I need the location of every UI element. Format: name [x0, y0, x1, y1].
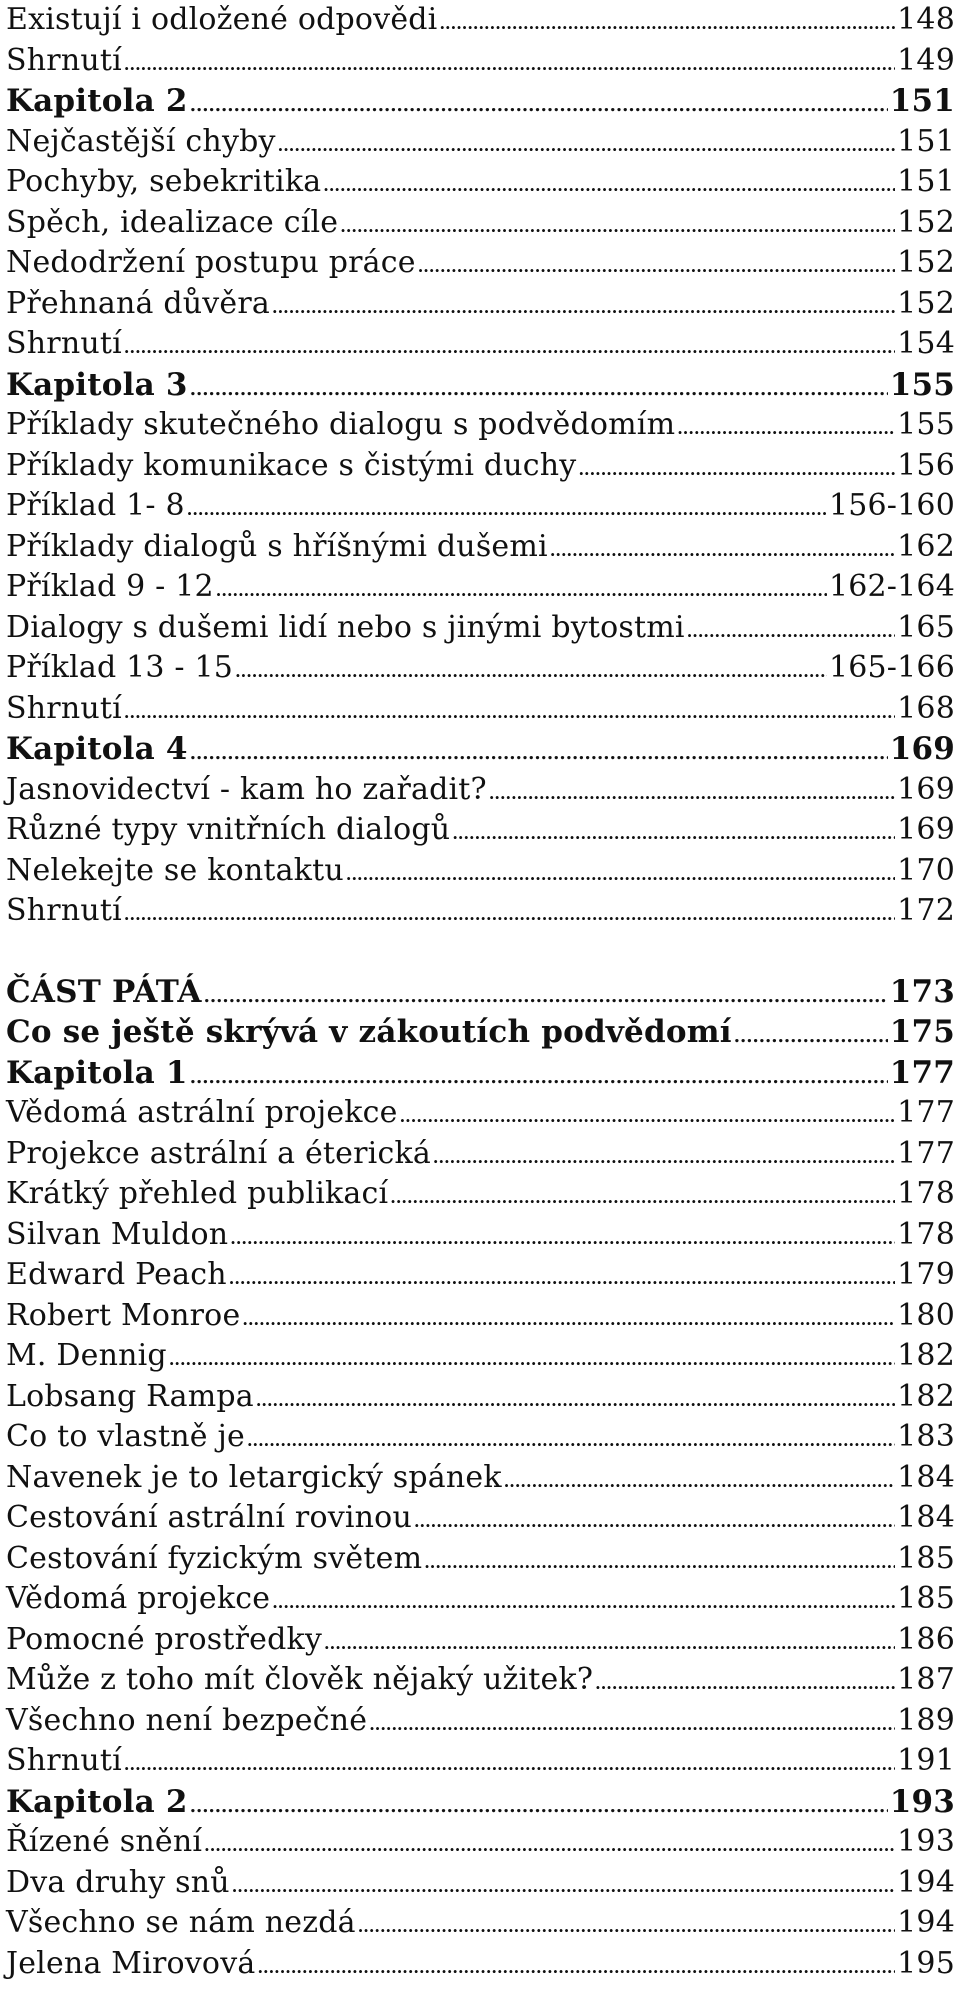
toc-dot-leader	[169, 1336, 895, 1381]
toc-entry-page-number: 177	[889, 1054, 955, 1091]
toc-entry	[6, 243, 955, 284]
toc-entry	[6, 1944, 955, 1985]
toc-entry-title: Spěch, idealizace cíle	[6, 204, 339, 240]
toc-dot-leader	[400, 1093, 896, 1138]
toc-entry	[6, 1579, 955, 1620]
toc-entry-title: Krátký přehled publikací	[6, 1176, 389, 1211]
toc-dot-leader	[323, 162, 895, 207]
toc-entry-title: Dialogy s dušemi lidí nebo s jinými bytostmi	[6, 609, 685, 645]
toc-entry	[6, 1863, 955, 1904]
toc-dot-leader	[229, 1255, 895, 1300]
toc-entry	[6, 1174, 955, 1215]
toc-entry-title: Nejčastější chyby	[6, 123, 276, 159]
toc-entry-title: Cestování fyzickým světem	[6, 1540, 423, 1576]
toc-dot-leader	[190, 1782, 888, 1828]
toc-entry-page-number: 185	[897, 1581, 955, 1616]
toc-dot-leader	[190, 81, 888, 127]
toc-dot-leader	[204, 972, 888, 1018]
toc-entry-page-number: 178	[897, 1176, 955, 1211]
toc-entry	[6, 770, 955, 811]
toc-entry-title: Silvan Muldon	[6, 1216, 229, 1252]
toc-entry	[6, 162, 955, 203]
toc-entry-title: Jasnovidectví - kam ho zařadit?	[6, 771, 487, 807]
toc-entry-page-number: 152	[897, 245, 955, 280]
toc-dot-leader	[272, 1579, 895, 1624]
toc-entry	[6, 1093, 955, 1134]
toc-dot-leader	[424, 1539, 895, 1584]
toc-heading-entry	[6, 1782, 955, 1823]
toc-entry-title: ČÁST PÁTÁ	[6, 973, 202, 1010]
toc-entry-page-number: 148	[897, 2, 955, 37]
toc-entry-title: Robert Monroe	[6, 1297, 241, 1333]
toc-entry	[6, 1377, 955, 1418]
toc-heading-entry	[6, 365, 955, 406]
toc-section-part-five	[6, 972, 955, 1985]
toc-entry-page-number: 189	[897, 1702, 955, 1738]
toc-heading-entry	[6, 972, 955, 1013]
toc-dot-leader	[550, 527, 895, 572]
toc-entry-page-number: 195	[897, 1945, 955, 1981]
toc-entry	[6, 810, 955, 851]
toc-entry-page-number: 177	[897, 1135, 955, 1171]
toc-entry-title: Kapitola 3	[6, 366, 188, 403]
toc-entry	[6, 1255, 955, 1296]
toc-entry	[6, 1417, 955, 1458]
toc-entry-page-number: 154	[897, 326, 955, 361]
toc-dot-leader	[124, 324, 895, 369]
toc-heading-entry	[6, 81, 955, 122]
toc-entry-page-number: 151	[897, 164, 955, 199]
toc-entry-title: Vědomá astrální projekce	[6, 1095, 398, 1130]
toc-entry	[6, 1822, 955, 1863]
toc-entry-page-number: 155	[889, 366, 955, 403]
toc-dot-leader	[346, 851, 895, 896]
toc-dot-leader	[504, 1458, 895, 1503]
toc-dot-leader	[124, 41, 895, 86]
toc-entry-title: Příklady dialogů s hříšnými dušemi	[6, 528, 548, 564]
toc-dot-leader	[216, 567, 827, 612]
toc-entry-page-number: 193	[889, 1783, 955, 1820]
toc-entry-page-number: 149	[897, 42, 955, 78]
toc-entry-page-number: 165-166	[828, 650, 955, 685]
toc-entry-page-number: 179	[897, 1257, 955, 1292]
toc-entry-title: Shrnutí	[6, 326, 122, 361]
toc-entry-title: Vědomá projekce	[6, 1581, 271, 1616]
toc-entry-title: Co to vlastně je	[6, 1419, 245, 1454]
toc-entry-page-number: 178	[897, 1216, 955, 1252]
toc-dot-leader	[232, 1863, 895, 1908]
toc-entry-title: Shrnutí	[6, 893, 122, 928]
toc-entry-page-number: 152	[897, 204, 955, 240]
toc-dot-leader	[439, 0, 895, 45]
toc-dot-leader	[687, 608, 895, 653]
toc-entry	[6, 1539, 955, 1580]
toc-entry-title: Edward Peach	[6, 1257, 227, 1292]
toc-entry-page-number: 162	[897, 528, 955, 564]
toc-entry-title: Příklad 1- 8	[6, 488, 185, 523]
toc-entry	[6, 527, 955, 568]
toc-dot-leader	[418, 243, 895, 288]
toc-entry-title: Příklady skutečného dialogu s podvědomím	[6, 407, 676, 442]
toc-entry-title: Přehnaná důvěra	[6, 285, 271, 321]
toc-entry-title: Existují i odložené odpovědi	[6, 2, 438, 37]
toc-entry-title: Řízené snění	[6, 1824, 203, 1859]
toc-entry-page-number: 191	[897, 1743, 955, 1778]
toc-dot-leader	[124, 891, 895, 936]
toc-dot-leader	[595, 1660, 895, 1705]
toc-entry	[6, 1741, 955, 1782]
toc-heading-entry	[6, 1012, 955, 1053]
toc-dot-leader	[578, 446, 895, 491]
table-of-contents	[6, 0, 955, 1984]
toc-entry-page-number: 169	[897, 812, 955, 847]
toc-entry-page-number: 182	[897, 1338, 955, 1373]
toc-dot-leader	[414, 1498, 895, 1543]
toc-entry-title: Všechno se nám nezdá	[6, 1905, 356, 1940]
toc-entry	[6, 446, 955, 487]
toc-entry	[6, 891, 955, 932]
toc-entry-title: Kapitola 2	[6, 1783, 188, 1820]
toc-entry-title: Nelekejte se kontaktu	[6, 852, 344, 888]
toc-entry	[6, 1660, 955, 1701]
toc-heading-entry	[6, 729, 955, 770]
toc-entry	[6, 203, 955, 244]
toc-entry-title: Lobsang Rampa	[6, 1378, 254, 1414]
toc-entry	[6, 41, 955, 82]
toc-dot-leader	[247, 1417, 895, 1462]
toc-dot-leader	[369, 1701, 895, 1746]
toc-entry-page-number: 182	[897, 1378, 955, 1414]
toc-entry-page-number: 184	[897, 1500, 955, 1535]
toc-dot-leader	[187, 486, 827, 531]
toc-entry-page-number: 187	[897, 1662, 955, 1697]
toc-entry-page-number: 173	[889, 973, 955, 1010]
toc-entry-page-number: 185	[897, 1540, 955, 1576]
toc-entry-page-number: 156-160	[828, 488, 955, 523]
toc-entry-page-number: 186	[897, 1621, 955, 1657]
toc-dot-leader	[324, 1620, 895, 1665]
toc-entry-page-number: 172	[897, 893, 955, 928]
toc-entry	[6, 567, 955, 608]
toc-entry	[6, 1134, 955, 1175]
toc-entry	[6, 648, 955, 689]
toc-entry-page-number: 162-164	[828, 569, 955, 604]
toc-entry-page-number: 151	[889, 83, 955, 119]
toc-dot-leader	[190, 729, 888, 775]
toc-entry	[6, 1701, 955, 1742]
toc-entry-title: Příklad 13 - 15	[6, 650, 234, 685]
toc-entry-page-number: 152	[897, 285, 955, 321]
toc-dot-leader	[390, 1174, 895, 1219]
toc-entry-page-number: 169	[897, 771, 955, 807]
toc-dot-leader	[242, 1296, 895, 1341]
toc-dot-leader	[677, 405, 895, 450]
toc-entry	[6, 1498, 955, 1539]
toc-section-part-four	[6, 0, 955, 932]
toc-entry	[6, 486, 955, 527]
toc-dot-leader	[278, 122, 895, 167]
toc-entry-title: Dva druhy snů	[6, 1864, 230, 1900]
toc-entry-title: Shrnutí	[6, 690, 122, 726]
toc-entry-title: Co se ještě skrývá v zákoutích podvědomí	[6, 1014, 732, 1050]
toc-entry-title: Navenek je to letargický spánek	[6, 1459, 502, 1495]
toc-entry	[6, 689, 955, 730]
toc-entry	[6, 122, 955, 163]
toc-entry-page-number: 193	[897, 1824, 955, 1859]
toc-entry	[6, 324, 955, 365]
toc-entry	[6, 1296, 955, 1337]
toc-entry	[6, 1336, 955, 1377]
toc-entry-page-number: 169	[889, 731, 955, 767]
toc-entry-title: Všechno není bezpečné	[6, 1702, 368, 1738]
toc-entry	[6, 1215, 955, 1256]
toc-entry	[6, 1903, 955, 1944]
toc-entry-title: M. Dennig	[6, 1338, 167, 1373]
toc-entry-page-number: 184	[897, 1459, 955, 1495]
toc-entry-page-number: 183	[897, 1419, 955, 1454]
toc-entry-title: Shrnutí	[6, 42, 122, 78]
toc-entry-title: Může z toho mít člověk nějaký užitek?	[6, 1662, 594, 1697]
toc-entry-page-number: 175	[889, 1014, 955, 1050]
toc-dot-leader	[734, 1012, 888, 1058]
toc-entry-title: Pochyby, sebekritika	[6, 164, 322, 199]
toc-dot-leader	[257, 1944, 895, 1989]
toc-entry	[6, 1620, 955, 1661]
toc-entry-title: Příklad 9 - 12	[6, 569, 214, 604]
toc-dot-leader	[230, 1215, 895, 1260]
toc-entry-title: Cestování astrální rovinou	[6, 1500, 412, 1535]
toc-entry-title: Pomocné prostředky	[6, 1621, 323, 1657]
toc-dot-leader	[489, 770, 895, 815]
toc-entry-page-number: 170	[897, 852, 955, 888]
toc-entry-page-number: 180	[897, 1297, 955, 1333]
toc-dot-leader	[124, 1741, 895, 1786]
toc-entry-title: Příklady komunikace s čistými duchy	[6, 447, 577, 483]
toc-entry	[6, 1458, 955, 1499]
toc-entry-title: Kapitola 2	[6, 83, 188, 119]
toc-dot-leader	[272, 284, 895, 329]
toc-entry-page-number: 194	[897, 1905, 955, 1940]
toc-entry	[6, 0, 955, 41]
toc-entry-title: Nedodržení postupu práce	[6, 245, 416, 280]
toc-entry-page-number: 194	[897, 1864, 955, 1900]
toc-dot-leader	[358, 1903, 895, 1948]
toc-entry-title: Kapitola 1	[6, 1054, 188, 1091]
toc-dot-leader	[340, 203, 895, 248]
toc-entry	[6, 405, 955, 446]
toc-entry-title: Shrnutí	[6, 1743, 122, 1778]
toc-entry-title: Kapitola 4	[6, 731, 188, 767]
toc-entry-page-number: 165	[897, 609, 955, 645]
toc-entry-title: Projekce astrální a éterická	[6, 1135, 431, 1171]
toc-dot-leader	[190, 1053, 888, 1099]
toc-entry-page-number: 151	[897, 123, 955, 159]
toc-dot-leader	[256, 1377, 895, 1422]
toc-dot-leader	[452, 810, 895, 855]
toc-entry-page-number: 177	[897, 1095, 955, 1130]
toc-dot-leader	[235, 648, 827, 693]
toc-entry	[6, 608, 955, 649]
toc-dot-leader	[433, 1134, 895, 1179]
toc-dot-leader	[204, 1822, 895, 1867]
toc-entry-title: Různé typy vnitřních dialogů	[6, 812, 451, 847]
toc-dot-leader	[124, 689, 895, 734]
toc-entry	[6, 284, 955, 325]
toc-dot-leader	[190, 365, 888, 411]
toc-entry-page-number: 155	[897, 407, 955, 442]
toc-entry-page-number: 168	[897, 690, 955, 726]
toc-entry	[6, 851, 955, 892]
toc-heading-entry	[6, 1053, 955, 1094]
toc-entry-title: Jelena Mirovová	[6, 1945, 256, 1981]
section-spacer	[6, 932, 955, 972]
toc-entry-page-number: 156	[897, 447, 955, 483]
